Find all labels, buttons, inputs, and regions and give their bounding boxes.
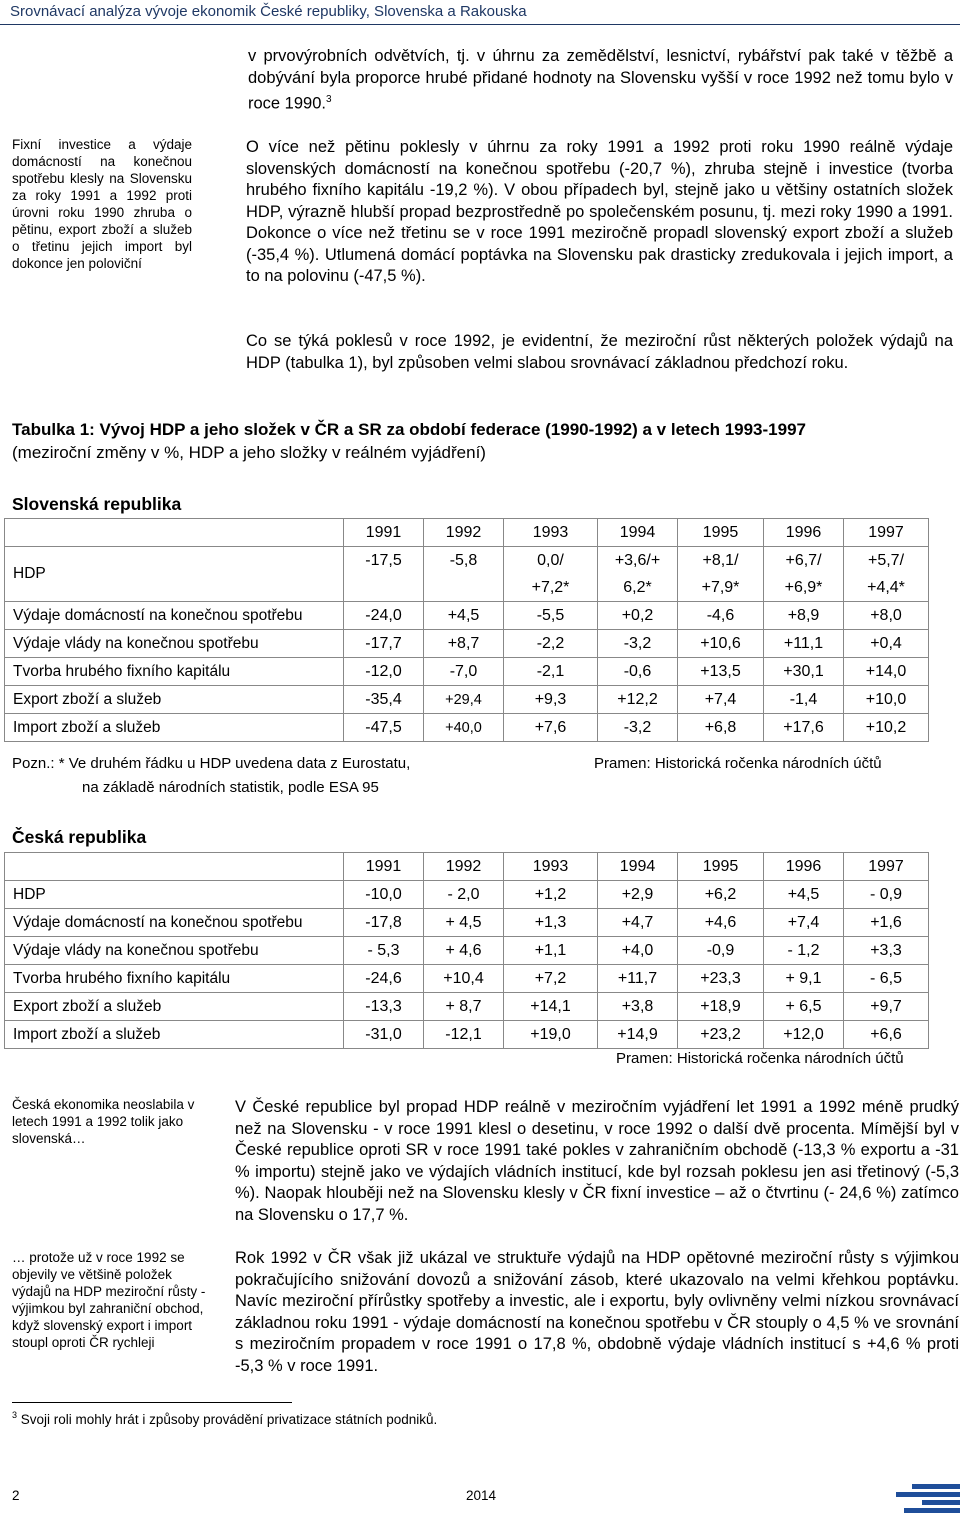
table-cell: -12,0 xyxy=(344,658,424,686)
table-cell: -7,0 xyxy=(424,658,504,686)
table-cell: -17,7 xyxy=(344,630,424,658)
table-cell: -17,8 xyxy=(344,909,424,937)
row-label: Výdaje domácností na konečnou spotřebu xyxy=(5,602,344,630)
table-cell: +4,5 xyxy=(424,602,504,630)
table-cell: +19,0 xyxy=(504,1021,598,1049)
table-cell: - 5,3 xyxy=(344,937,424,965)
hdp-value-2: 6,2* xyxy=(623,579,652,596)
sk-note-line2: na základě národních statistik, podle ESA 95 xyxy=(82,779,379,796)
table-cell: -1,4 xyxy=(764,686,844,714)
page-header-title: Srovnávací analýza vývoje ekonomik České republiky, Slovenska a Rakouska xyxy=(10,3,527,20)
table-corner-cell xyxy=(5,853,344,881)
table-row xyxy=(5,602,929,630)
table-cell: +12,0 xyxy=(764,1021,844,1049)
table-row xyxy=(5,686,929,714)
table-cell: -47,5 xyxy=(344,714,424,742)
year-header: 1997 xyxy=(844,519,929,547)
table-cell: +0,2 xyxy=(598,602,678,630)
table-row xyxy=(5,909,929,937)
table-cell: +40,0 xyxy=(424,714,504,742)
table-cell: -10,0 xyxy=(344,881,424,909)
table-cell: +11,1 xyxy=(764,630,844,658)
logo-bar xyxy=(896,1492,960,1497)
sk-heading: Slovenská republika xyxy=(12,494,182,514)
table-cell: +29,4 xyxy=(424,686,504,714)
row-label: Výdaje domácností na konečnou spotřebu xyxy=(5,909,344,937)
cz-table xyxy=(4,852,929,1049)
row-label: Výdaje vlády na konečnou spotřebu xyxy=(5,630,344,658)
table-cell xyxy=(598,547,678,602)
footnote-divider xyxy=(12,1402,292,1403)
row-label: HDP xyxy=(5,547,344,602)
table-row xyxy=(5,714,929,742)
row-label: Tvorba hrubého fixního kapitálu xyxy=(5,965,344,993)
table-cell: -2,2 xyxy=(504,630,598,658)
table-cell: +8,9 xyxy=(764,602,844,630)
table-header-row xyxy=(5,853,929,881)
table-cell xyxy=(344,547,424,602)
table-title xyxy=(12,418,952,464)
paragraph-slovak-demand: O více než pětinu poklesly v úhrnu za roky 1991 a 1992 proti roku 1990 reálně výdaje slovenských domácností na konečnou spotřebu (-20,7 %), zhruba stejně i investice (tvorba hrubého fixního kapitálu -19,2 %). V obou případech byl, stejně jako u většiny ostatních složek HDP, výrazně hlubší propad bezprostředně po společenském posunu, tj. mezi roky 1990 a 1991. Dokonce o více než třetinu se v roce 1991 meziročně propadl slovenský export zboží a služeb (-35,4 %). Utlumená domácí poptávka na Slovensku pak drasticky zredukovala i jejich import, a to na polovinu (-47,5 %). xyxy=(246,138,953,285)
cz-heading: Česká republika xyxy=(12,827,147,847)
table-cell: +4,0 xyxy=(598,937,678,965)
header-divider xyxy=(0,24,960,25)
table-cell: +1,2 xyxy=(504,881,598,909)
table-cell: +0,4 xyxy=(844,630,929,658)
table-cell: +1,1 xyxy=(504,937,598,965)
table-cell xyxy=(678,547,764,602)
table-cell: + 9,1 xyxy=(764,965,844,993)
table-title-main: Tabulka 1: Vývoj HDP a jeho složek v ČR a SR za období federace (1990-1992) a v letech 1993-1997 xyxy=(12,420,806,439)
table-cell: +10,6 xyxy=(678,630,764,658)
year-header: 1992 xyxy=(424,853,504,881)
sk-source: Pramen: Historická ročenka národních účtů xyxy=(594,755,882,772)
table-cell: +6,6 xyxy=(844,1021,929,1049)
hdp-value-2: +7,2* xyxy=(531,579,570,596)
hdp-value-2: +4,4* xyxy=(867,579,905,596)
year-header: 1996 xyxy=(764,519,844,547)
row-label: HDP xyxy=(5,881,344,909)
table-cell: +30,1 xyxy=(764,658,844,686)
row-label: Import zboží a služeb xyxy=(5,714,344,742)
cz-source: Pramen: Historická ročenka národních účtů xyxy=(616,1050,904,1067)
table-cell: +9,3 xyxy=(504,686,598,714)
row-label: Výdaje vlády na konečnou spotřebu xyxy=(5,937,344,965)
table-cell: -2,1 xyxy=(504,658,598,686)
table-cell: +23,2 xyxy=(678,1021,764,1049)
table-cell: + 4,6 xyxy=(424,937,504,965)
table-cell xyxy=(504,547,598,602)
table-cell: -31,0 xyxy=(344,1021,424,1049)
table-cell: +10,2 xyxy=(844,714,929,742)
hdp-value-1: -5,8 xyxy=(449,552,478,569)
year-header: 1992 xyxy=(424,519,504,547)
sk-table xyxy=(4,518,929,742)
footnote-mark: 3 xyxy=(12,1410,18,1420)
paragraph-czech-decline: V České republice byl propad HDP reálně v meziročním vyjádření let 1991 a 1992 méně prudký než na Slovensku - v roce 1991 klesl o desetinu, v roce 1992 o další dvě procenta. Mímější byl v České republice oproti SR v roce 1991 také pokles v zahraničním obchodě (-13,3 % exportu a -31 % importu) stejně jako ve výdajích vládních institucí, kde byl rozsah poklesu jen asi třetinový (-5,3 %). Naopak hlouběji než na Slovensku klesly v ČR fixní investice – až o čtvrtinu (- 24,6 %) zatímco na Slovensku o 17,7 %. xyxy=(235,1098,959,1224)
hdp-value-1: +3,6/+ xyxy=(614,552,661,569)
table-cell: +18,9 xyxy=(678,993,764,1021)
table-cell: +6,2 xyxy=(678,881,764,909)
table-cell: +23,3 xyxy=(678,965,764,993)
footnote xyxy=(12,1412,437,1427)
table-cell: + 4,5 xyxy=(424,909,504,937)
hdp-value-1: +8,1/ xyxy=(702,552,739,569)
year-header: 1993 xyxy=(504,853,598,881)
hdp-value-1: +6,7/ xyxy=(785,552,822,569)
year-header: 1991 xyxy=(344,853,424,881)
table-cell: + 8,7 xyxy=(424,993,504,1021)
year-header: 1994 xyxy=(598,519,678,547)
table-cell: -0,6 xyxy=(598,658,678,686)
table-cell: -13,3 xyxy=(344,993,424,1021)
year-header: 1993 xyxy=(504,519,598,547)
footer-year: 2014 xyxy=(466,1488,497,1503)
table-cell: +4,6 xyxy=(678,909,764,937)
table-cell xyxy=(764,547,844,602)
table-cell: +3,8 xyxy=(598,993,678,1021)
table-cell: +3,3 xyxy=(844,937,929,965)
table-cell: +10,4 xyxy=(424,965,504,993)
table-cell: -0,9 xyxy=(678,937,764,965)
table-cell: +7,6 xyxy=(504,714,598,742)
table-cell: +11,7 xyxy=(598,965,678,993)
table-row xyxy=(5,937,929,965)
table-cell: +13,5 xyxy=(678,658,764,686)
paragraph-czech-1992: Rok 1992 v ČR však již ukázal ve struktuře výdajů na HDP opětovné meziroční růsty s výjimkou pokračujícího snižování dovozů a snižování zásob, které ukazovalo na velmi křehkou poptávku. Navíc meziroční přírůstky spotřeby a investic, ale i exportu, byly ovlivněny velmi nízkou srovnávací základnou roku 1991 - výdaje domácností na konečnou spotřebu v ČR stouply o 4,5 % ve srovnání s meziročním propadem v roce 1991 o 17,8 %, obdobně výdaje vládních institucí s +4,6 % proti -5,3 % v roce 1991. xyxy=(235,1249,959,1375)
hdp-value-1: 0,0/ xyxy=(537,552,564,569)
logo-bar xyxy=(922,1500,960,1505)
table-cell: -4,6 xyxy=(678,602,764,630)
year-header: 1991 xyxy=(344,519,424,547)
sk-note-line1: Pozn.: * Ve druhém řádku u HDP uvedena data z Eurostatu, xyxy=(12,755,411,772)
table-corner-cell xyxy=(5,519,344,547)
table-row xyxy=(5,993,929,1021)
table-cell: +14,0 xyxy=(844,658,929,686)
table-cell: +8,7 xyxy=(424,630,504,658)
table-cell: -3,2 xyxy=(598,630,678,658)
table-row xyxy=(5,630,929,658)
table-row xyxy=(5,1021,929,1049)
logo-bar xyxy=(904,1508,960,1513)
sidenote-czech-economy: Česká ekonomika neoslabila v letech 1991 a 1992 tolik jako slovenská… xyxy=(12,1097,195,1146)
table-cell: - 2,0 xyxy=(424,881,504,909)
hdp-value-2: +7,9* xyxy=(701,579,740,596)
table-cell: +14,1 xyxy=(504,993,598,1021)
table-cell: +6,8 xyxy=(678,714,764,742)
table-cell: +12,2 xyxy=(598,686,678,714)
table-cell: +2,9 xyxy=(598,881,678,909)
page-number: 2 xyxy=(12,1488,20,1503)
table-cell: -24,0 xyxy=(344,602,424,630)
paragraph-base-effect: Co se týká poklesů v roce 1992, je evidentní, že meziroční růst některých položek výdajů na HDP (tabulka 1), byl způsoben velmi slabou srovnávací základnou předchozí roku. xyxy=(246,332,953,372)
table-cell xyxy=(424,547,504,602)
table-cell: +10,0 xyxy=(844,686,929,714)
table-cell: +1,6 xyxy=(844,909,929,937)
table-cell: -24,6 xyxy=(344,965,424,993)
year-header: 1995 xyxy=(678,853,764,881)
row-label: Tvorba hrubého fixního kapitálu xyxy=(5,658,344,686)
table-cell: -35,4 xyxy=(344,686,424,714)
footer-logo-bars xyxy=(890,1480,960,1518)
sidenote-growth: … protože už v roce 1992 se objevily ve většině položek výdajů na HDP meziroční růsty - výjimkou byl zahraniční obchod, když slovenský export i import stoupl oproti ČR rychleji xyxy=(12,1250,206,1350)
table-header-row xyxy=(5,519,929,547)
hdp-value-1: +5,7/ xyxy=(867,552,905,569)
table-title-sub: (meziroční změny v %, HDP a jeho složky v reálném vyjádření) xyxy=(12,443,486,462)
sidenote-investment: Fixní investice a výdaje domácností na konečnou spotřebu klesly na Slovensku za roky 1991 a 1992 proti úrovni roku 1990 zhruba o pětinu, export zboží a služeb o třetinu jejich import byl dokonce jen poloviční xyxy=(12,137,192,271)
table-cell: +1,3 xyxy=(504,909,598,937)
table-cell: +7,4 xyxy=(678,686,764,714)
table-row xyxy=(5,965,929,993)
table-row xyxy=(5,881,929,909)
table-row-hdp xyxy=(5,547,929,602)
intro-paragraph xyxy=(248,46,953,115)
table-cell xyxy=(844,547,929,602)
year-header: 1997 xyxy=(844,853,929,881)
table-cell: +7,4 xyxy=(764,909,844,937)
table-cell: +4,7 xyxy=(598,909,678,937)
table-cell: - 1,2 xyxy=(764,937,844,965)
table-cell: - 6,5 xyxy=(844,965,929,993)
table-cell: - 0,9 xyxy=(844,881,929,909)
year-header: 1995 xyxy=(678,519,764,547)
table-cell: -12,1 xyxy=(424,1021,504,1049)
table-row xyxy=(5,658,929,686)
table-cell: +8,0 xyxy=(844,602,929,630)
row-label: Export zboží a služeb xyxy=(5,993,344,1021)
year-header: 1994 xyxy=(598,853,678,881)
row-label: Import zboží a služeb xyxy=(5,1021,344,1049)
table-cell: +14,9 xyxy=(598,1021,678,1049)
hdp-value-1: -17,5 xyxy=(365,552,402,569)
table-cell: -3,2 xyxy=(598,714,678,742)
footnote-text: Svoji roli mohly hrát i způsoby provádění privatizace státních podniků. xyxy=(20,1412,438,1427)
table-cell: +17,6 xyxy=(764,714,844,742)
table-cell: +9,7 xyxy=(844,993,929,1021)
table-cell: +7,2 xyxy=(504,965,598,993)
footnote-ref: 3 xyxy=(325,94,332,105)
year-header: 1996 xyxy=(764,853,844,881)
table-cell: + 6,5 xyxy=(764,993,844,1021)
row-label: Export zboží a služeb xyxy=(5,686,344,714)
intro-text: v prvovýrobních odvětvích, tj. v úhrnu za zemědělství, lesnictví, rybářství pak také v těžbě a dobývání byla proporce hrubé přidané hodnoty na Slovensku vyšší v roce 1992 než tomu bylo v roce 1990. xyxy=(248,47,953,113)
table-cell: -5,5 xyxy=(504,602,598,630)
table-cell: +4,5 xyxy=(764,881,844,909)
logo-bar xyxy=(912,1484,960,1489)
hdp-value-2: +6,9* xyxy=(784,579,823,596)
